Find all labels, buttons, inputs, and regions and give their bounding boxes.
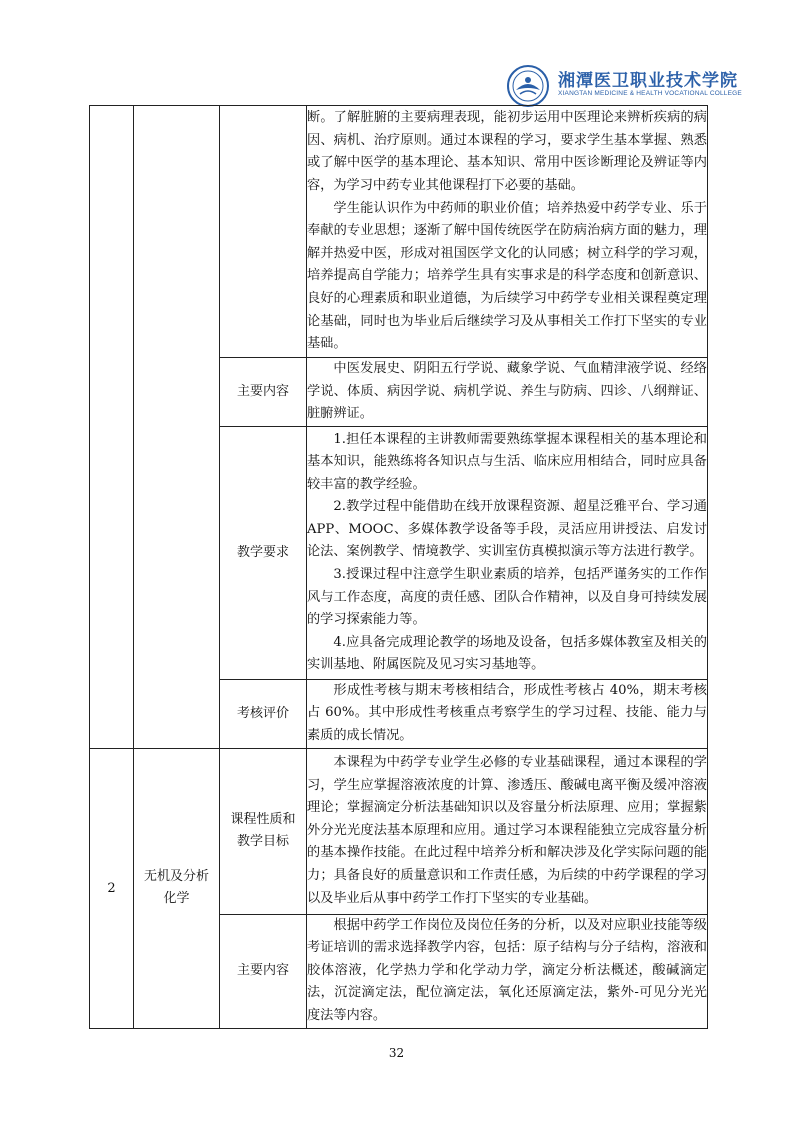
- logo-english-name: XIANGTAN MEDICINE & HEALTH VOCATIONAL COLLEGE: [558, 90, 742, 97]
- section-content-cell: [307, 748, 708, 914]
- requirement-item: 1.担任本课程的主讲教师需要熟练掌握本课程相关的基本理论和基本知识，能熟练将各知识点与生活、临床应用相结合，同时应具备较丰富的教学经验。: [307, 431, 707, 492]
- section-label-cell: [220, 426, 307, 679]
- table-row: [90, 748, 708, 914]
- main-content-text: 根据中药学工作岗位及岗位任务的分析，以及对应职业技能等级考证培训的需求选择教学内容，包括：原子结构与分子结构，溶液和胶体溶液，化学热力学和化学动力学，滴定分析法概述，酸碱滴定法，沉淀滴定法，配位滴定法，氧化还原滴定法，紫外-可见分光光度法等内容。: [307, 917, 707, 1023]
- section-label-cell: [220, 106, 307, 358]
- section-content-cell: [307, 426, 708, 679]
- main-content-text: 中医发展史、阴阳五行学说、藏象学说、气血精津液学说、经络学说、体质、病因学说、病机学说、养生与防病、四诊、八纲辩证、脏腑辨证。: [307, 361, 707, 422]
- section-label-cell: [220, 358, 307, 427]
- section-label-cell: [220, 748, 307, 914]
- course-number-cell: [90, 106, 134, 749]
- course-table: [89, 105, 708, 1029]
- goals-label-line: 课程性质和: [230, 812, 296, 828]
- goals-text-paragraph: 学生能认识作为中药师的职业价值；培养热爱中药学专业、乐于奉献的专业思想；逐渐了解中国传统医学在防病治病方面的魅力，理解并热爱中医，形成对祖国医学文化的认同感；树立科学的学习观，培养提高自学能力；培养学生具有实事求是的科学态度和创新意识、良好的心理素质和职业道德，为后续学习中药学专业相关课程奠定理论基础，同时也为毕业后后继续学习及从事相关工作打下坚实的专业基础。: [307, 200, 707, 352]
- main-content-label: 主要内容: [236, 963, 289, 979]
- course-name-line: 无机及分析: [143, 869, 209, 885]
- teaching-requirements-label: 教学要求: [236, 544, 289, 560]
- section-content-cell: [307, 358, 708, 427]
- course-number: 2: [107, 880, 116, 896]
- section-content-cell: [307, 914, 708, 1028]
- requirement-item: 4.应具备完成理论教学的场地及设备，包括多媒体教室及相关的实训基地、附属医院及见习实习基地等。: [307, 634, 707, 673]
- requirement-item: 3.授课过程中注意学生职业素质的培养，包括严谨务实的工作作风与工作态度，高度的责任感、团队合作精神，以及自身可持续发展的学习探索能力等。: [307, 567, 707, 628]
- assessment-text: 形成性考核与期末考核相结合，形成性考核占 40%，期末考核占 60%。其中形成性考核重点考察学生的学习过程、技能、能力与素质的成长情况。: [307, 682, 707, 743]
- section-label-cell: [220, 914, 307, 1028]
- goals-text-continued: 断。了解脏腑的主要病理表现，能初步运用中医理论来辨析疾病的病因、病机、治疗原则。通过本课程的学习，要求学生基本掌握、熟悉或了解中医学的基本理论、基本知识、常用中医诊断理论及辨证等内容，为学习中药专业其他课程打下必要的基础。: [307, 110, 707, 194]
- course-name-cell: [134, 748, 220, 1028]
- goals-label-line: 教学目标: [236, 834, 289, 850]
- section-content-cell: [307, 679, 708, 748]
- page-number: 32: [388, 1046, 405, 1060]
- table-row: [90, 106, 708, 358]
- assessment-label: 考核评价: [236, 705, 289, 721]
- logo-chinese-name: 湘潭医卫职业技术学院: [558, 71, 738, 91]
- requirement-item: 2.教学过程中能借助在线开放课程资源、超星泛雅平台、学习通 APP、MOOC、多媒体教学设备等手段，灵活应用讲授法、启发讨论法、案例教学、情境教学、实训室仿真模拟演示等方法进行教学。: [307, 499, 707, 560]
- college-emblem-icon: [506, 64, 550, 108]
- main-content-label: 主要内容: [236, 383, 289, 399]
- section-label-cell: [220, 679, 307, 748]
- section-content-cell: [307, 106, 708, 358]
- college-logo: [506, 64, 742, 108]
- course-name-cell: [134, 106, 220, 749]
- goals-text: 本课程为中药学专业学生必修的专业基础课程，通过本课程的学习，学生应掌握溶液浓度的计算、渗透压、酸碱电离平衡及缓冲溶液理论；掌握滴定分析法基础知识以及容量分析法原理、应用；掌握紫外分光光度法基本原理和应用。通过学习本课程能独立完成容量分析的基本操作技能。在此过程中培养分析和解决涉及化学实际问题的能力；具备良好的质量意识和工作责任感，为后续的中药学课程的学习以及毕业后从事中药学工作打下坚实的专业基础。: [307, 754, 707, 906]
- course-name-line: 化学: [163, 891, 190, 907]
- course-number-cell: [90, 748, 134, 1028]
